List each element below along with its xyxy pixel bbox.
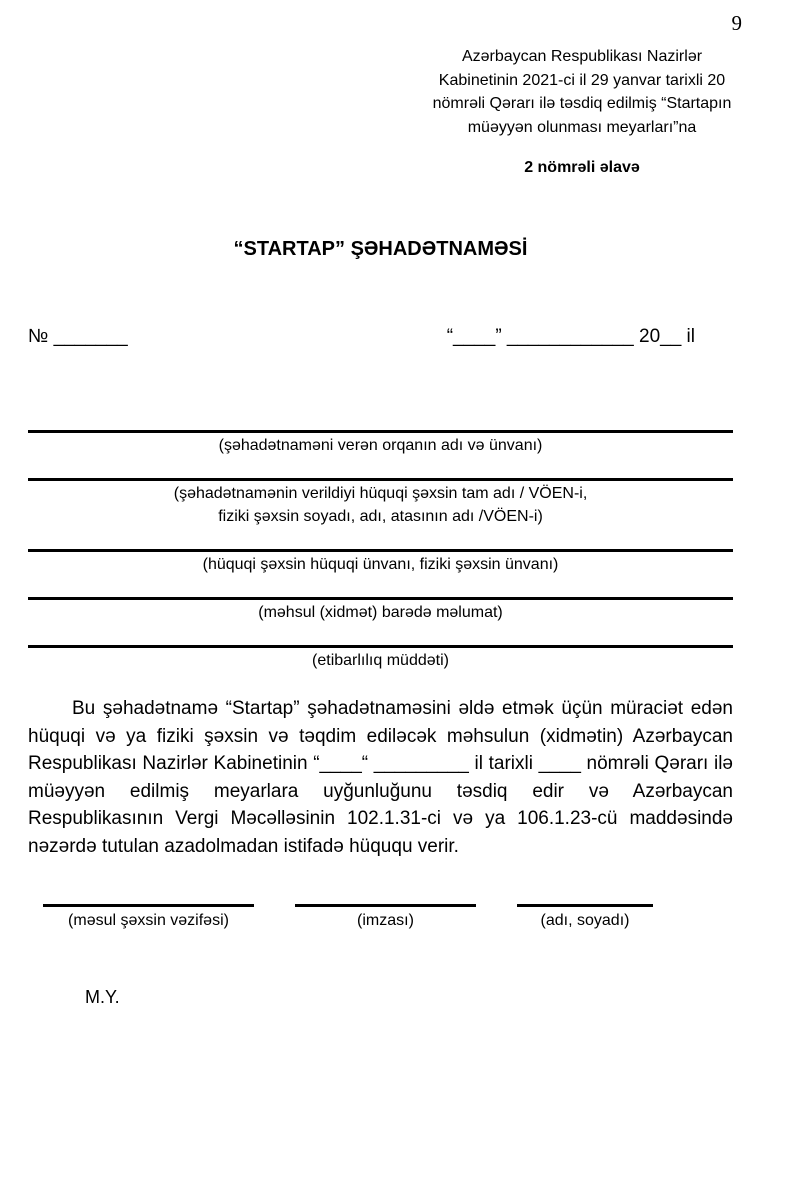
field-caption: (etibarlılıq müddəti) xyxy=(312,652,449,669)
number-date-row xyxy=(28,325,733,348)
annex-number-label: 2 nömrəli əlavə xyxy=(524,159,640,176)
field-address xyxy=(28,549,733,575)
field-recipient-name xyxy=(28,478,733,527)
field-validity-period xyxy=(28,645,733,671)
signature-position-line: (məsul şəxsin vəzifəsi) xyxy=(43,904,254,931)
field-caption: (şəhadətnamənin verildiyi hüquqi şəxsin tam adı / VÖEN-i, xyxy=(173,485,588,502)
signature-name-line: (adı, soyadı) xyxy=(517,904,653,931)
field-caption: (hüquqi şəxsin hüquqi ünvanı, fiziki şəxsin ünvanı) xyxy=(202,556,559,573)
stamp-placeholder: M.Y. xyxy=(85,987,120,1007)
field-caption: (məhsul (xidmət) barədə məlumat) xyxy=(258,604,503,621)
signature-row xyxy=(28,904,733,931)
field-caption: (şəhadətnaməni verən orqanın adı və ünvanı) xyxy=(218,437,543,454)
document-title: “STARTAP” ŞƏHADƏTNAMƏSİ xyxy=(233,238,528,260)
approval-reference-text: Azərbaycan Respublikası Nazirlər Kabinetinin 2021-ci il 29 yanvar tarixli 20 nömrəli Qərarı ilə təsdiq edilmiş “Startapın müəyyən olunması meyarları”na xyxy=(432,48,732,136)
field-issuing-authority xyxy=(28,430,733,456)
issue-date-blank: “____” ____________ 20__ il xyxy=(446,326,695,347)
field-product-info xyxy=(28,597,733,623)
form-fields-section xyxy=(28,430,733,671)
field-caption-line2: fiziki şəxsin soyadı, adı, atasının adı /VÖEN-i) xyxy=(218,508,543,525)
signature-sign-line: (imzası) xyxy=(295,904,476,931)
certificate-number-blank: № _______ xyxy=(28,326,128,347)
body-paragraph: Bu şəhadətnamə “Startap” şəhadətnaməsini əldə etmək üçün müraciət edən hüquqi və ya fiziki şəxsin və təqdim ediləcək məhsulun (xidmətin) Azərbaycan Respublikası Nazirlər Kabinetinin “____“ _________ il tarixli ____ nömrəli Qərarı ilə müəyyən edilmiş meyarlara uyğunluğunu təsdiq edir və Azərbaycan Respublikasının Vergi Məcəlləsinin 102.1.31-ci və ya 106.1.23-cü maddəsində nəzərdə tutulan azadolmadan istifadə hüququ verir. xyxy=(28,698,733,857)
page-number: 9 xyxy=(731,11,742,35)
approval-block xyxy=(431,45,733,179)
